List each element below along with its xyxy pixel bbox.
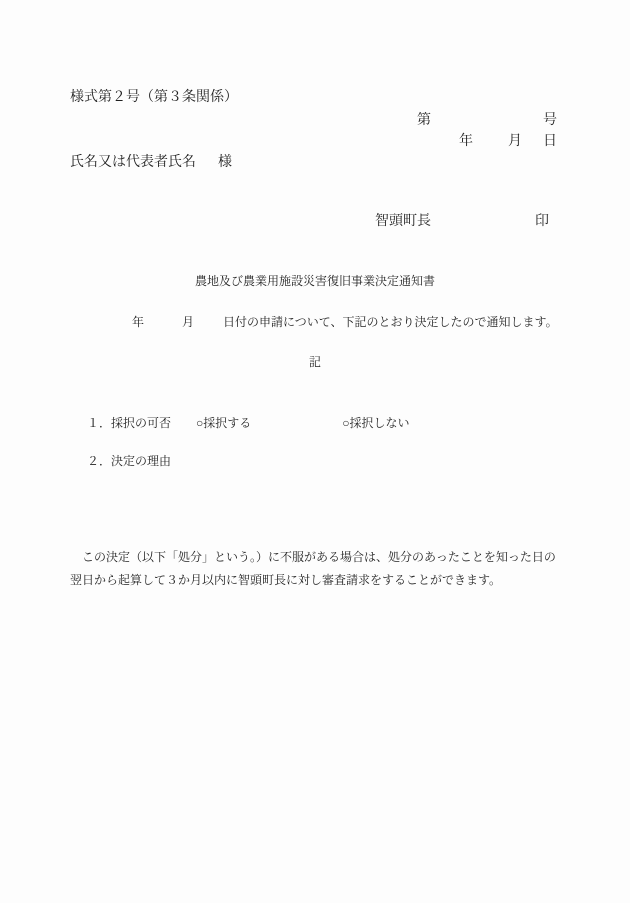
item-reason-label: ２．決定の理由 xyxy=(87,454,172,468)
item-adoption-label: １．採択の可否 xyxy=(87,416,172,430)
addressee-honorific: 様 xyxy=(218,155,232,170)
notice-year-blank xyxy=(144,325,182,326)
doc-number-prefix: 第 xyxy=(417,113,431,128)
appeal-note: この決定（以下「処分」という。）に不服がある場合は、処分のあったことを知った日の翌日から起算して３か月以内に智頭町長に対し審査請求をすることができます。 xyxy=(70,550,556,587)
issuer-name-blank xyxy=(431,224,535,225)
doc-number-line xyxy=(417,114,557,128)
document-title: 農地及び農業用施設災害復旧事業決定通知書 xyxy=(194,274,435,288)
notice-line xyxy=(132,316,558,328)
addressee-line xyxy=(70,156,232,170)
date-month-label: 月 xyxy=(508,134,522,149)
notice-text: 日付の申請について、下記のとおり決定したので通知します。 xyxy=(223,315,558,329)
option-accept: ○採択する xyxy=(196,416,252,430)
date-day-label: 日 xyxy=(543,134,557,149)
item-adoption-line xyxy=(87,417,410,429)
form-number-label: 様式第２号（第３条関係） xyxy=(70,90,238,105)
notice-month-blank xyxy=(194,325,223,326)
doc-number-suffix: 号 xyxy=(543,113,557,128)
option-reject: ○採択しない xyxy=(342,416,410,430)
date-month-blank xyxy=(522,144,543,145)
notice-year-label: 年 xyxy=(132,315,145,329)
issuer-title: 智頭町長 xyxy=(375,214,431,229)
item-adoption-gap2 xyxy=(251,426,342,427)
issuer-line xyxy=(375,215,549,229)
addressee-label: 氏名又は代表者氏名 xyxy=(70,155,196,170)
date-year-label: 年 xyxy=(459,134,473,149)
item-adoption-gap1 xyxy=(171,426,196,427)
date-year-blank xyxy=(473,144,508,145)
addressee-name-blank xyxy=(196,165,218,166)
issue-date-line xyxy=(459,135,557,149)
record-marker: 記 xyxy=(308,355,321,369)
notice-month-label: 月 xyxy=(182,315,195,329)
doc-number-blank xyxy=(431,123,543,124)
seal-mark: 印 xyxy=(535,214,549,229)
